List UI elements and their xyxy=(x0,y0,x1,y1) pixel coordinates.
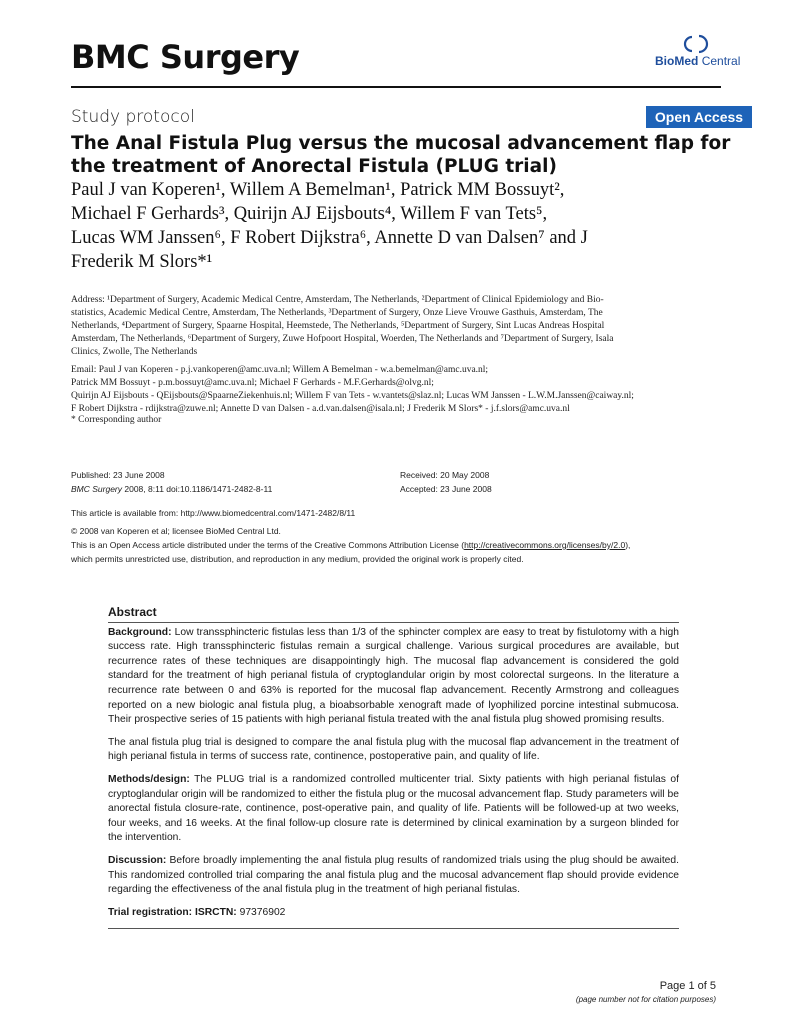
email-line: Email: Paul J van Koperen - p.j.vankoperen@amc.uva.nl; Willem A Bemelman - w.a.bemelman@amc.uva.nl; xyxy=(71,365,489,375)
affiliations xyxy=(71,294,721,359)
journal-title: BMC Surgery xyxy=(71,38,300,76)
license-text-end: ), xyxy=(625,540,631,550)
affiliation-line: statistics, Academic Medical Centre, Amsterdam, The Netherlands, ³Department of Surgery, Onze Lieve Vrouwe Gasthuis, Amsterdam, The xyxy=(71,308,603,318)
email-line: Patrick MM Bossuyt - p.m.bossuyt@amc.uva.nl; Michael F Gerhards - M.F.Gerhards@olvg.nl; xyxy=(71,378,434,388)
affiliation-line: Address: ¹Department of Surgery, Academic Medical Centre, Amsterdam, The Netherlands, ²Department of Clinical Epidemiology and Bio- xyxy=(71,295,604,305)
biomed-central-logo xyxy=(641,34,741,74)
affiliation-line: Clinics, Zwolle, The Netherlands xyxy=(71,347,198,357)
methods-text: The PLUG trial is a randomized controlled multicenter trial. Sixty patients with high perianal fistulas of cryptoglandular origin will be randomized to either the fistula plug or the mucosal advancement flap. Study parameters will be anorectal fistula closure-rate, continence, post-operative pain, and quality of life. Patients will be followed-up at two weeks, four weeks, and 16 weeks. At the final follow-up closure rate is determined by clinical examination by a surgeon blinded for the intervention. xyxy=(108,773,679,844)
author-line: Frederik M Slors*¹ xyxy=(71,252,213,272)
citation-journal: BMC Surgery xyxy=(71,484,123,494)
abstract-section xyxy=(108,605,679,932)
abstract-discussion xyxy=(108,854,679,898)
logo-bio: Bio xyxy=(655,54,675,68)
availability-line[interactable]: This article is available from: http://www.biomedcentral.com/1471-2482/8/11 xyxy=(71,508,356,518)
abstract-background xyxy=(108,626,679,728)
citation-details: 2008, 8:11 doi:10.1186/1471-2482-8-11 xyxy=(122,484,273,494)
abstract-registration xyxy=(108,906,679,921)
received-date: Received: 20 May 2008 xyxy=(400,470,490,480)
email-line: Quirijn AJ Eijsbouts - QEijsbouts@SpaarneZiekenhuis.nl; Willem F van Tets - w.vantets@slaz.nl; Lucas WM Janssen - L.W.M.Janssen@caiway.nl; xyxy=(71,391,634,401)
open-access-badge: Open Access xyxy=(646,106,752,128)
history-info xyxy=(400,468,492,496)
logo-med: Med xyxy=(674,54,699,68)
corresponding-author-note: * Corresponding author xyxy=(71,415,162,425)
copyright-line: © 2008 van Koperen et al; licensee BioMed Central Ltd. xyxy=(71,526,281,536)
logo-central: Central xyxy=(701,54,741,68)
methods-label: Methods/design: xyxy=(108,773,190,785)
study-type: Study protocol xyxy=(71,107,195,127)
background-label: Background: xyxy=(108,626,172,638)
header-rule xyxy=(71,86,721,88)
abstract-top-rule xyxy=(108,622,679,623)
author-line: Paul J van Koperen¹, Willem A Bemelman¹, Patrick MM Bossuyt², xyxy=(71,180,565,200)
background-text: Low transsphincteric fistulas less than 1/3 of the sphincter complex are easy to treat by fistulotomy with a high success rate. High transsphincteric fistulas remain a surgical challenge. Various surgical procedures are available, but recurrence rates of these techniques are disappointingly high. The mucosal flap advancement is considered the gold standard for the treatment of high perianal fistula of cryptoglandular origin by most colorectal surgeons. In the literature a recurrence rate between 0 and 63% is reported for the mucosal flap advancement. Recently Armstrong and colleagues reported on a new biologic anal fistula plug, a bioabsorbable xenograft made of lyophilized porcine intestinal submucosa. Their prospective series of 15 patients with high perianal fistula treated with the anal fistula plug showed promising results. xyxy=(108,626,679,726)
abstract-methods xyxy=(108,773,679,846)
biomed-logo-icon xyxy=(683,34,709,54)
license-line xyxy=(71,538,731,552)
registration-label: Trial registration: ISRCTN: xyxy=(108,906,237,918)
author-line: Lucas WM Janssen⁶, F Robert Dijkstra⁶, Annette D van Dalsen⁷ and J xyxy=(71,228,588,248)
affiliation-line: Amsterdam, The Netherlands, ⁶Department of Surgery, Zuwe Hofpoort Hospital, Woerden, The Netherlands and ⁷Department of Surgery, Isala xyxy=(71,334,614,344)
page-number: Page 1 of 5 xyxy=(659,980,716,992)
affiliation-line: Netherlands, ⁴Department of Surgery, Spaarne Hospital, Heemstede, The Netherlands, ⁵Department of Surgery, Sint Lucas Andreas Hospital xyxy=(71,321,605,331)
article-title: The Anal Fistula Plug versus the mucosal advancement flap for the treatment of Anorectal Fistula (PLUG trial) xyxy=(71,133,731,177)
license-line-2: which permits unrestricted use, distribution, and reproduction in any medium, provided the original work is properly cited. xyxy=(71,554,524,564)
license-text: This is an Open Access article distributed under the terms of the Creative Commons Attribution License ( xyxy=(71,540,465,550)
published-date: Published: 23 June 2008 xyxy=(71,470,165,480)
accepted-date: Accepted: 23 June 2008 xyxy=(400,484,492,494)
registration-text: 97376902 xyxy=(236,906,286,918)
publication-info xyxy=(71,468,272,496)
abstract-bottom-rule xyxy=(108,928,679,929)
author-list xyxy=(71,178,731,274)
page-number-note: (page number not for citation purposes) xyxy=(575,995,716,1004)
discussion-label: Discussion: xyxy=(108,854,167,866)
email-line: F Robert Dijkstra - rdijkstra@zuwe.nl; Annette D van Dalsen - a.d.van.dalsen@isala.nl; J Frederik M Slors* - j.f.slors@amc.uva.nl xyxy=(71,404,570,414)
logo-wordmark xyxy=(655,54,740,68)
citation xyxy=(71,482,272,496)
abstract-heading: Abstract xyxy=(108,605,157,619)
author-emails xyxy=(71,364,721,416)
license-link[interactable]: http://creativecommons.org/licenses/by/2.0 xyxy=(464,540,626,550)
abstract-paragraph-2: The anal fistula plug trial is designed to compare the anal fistula plug with the mucosal flap advancement in the treatment of high perianal fistula in terms of success rate, continence, postoperative pain, and quality of life. xyxy=(108,736,679,763)
discussion-text: Before broadly implementing the anal fistula plug results of randomized trials using the plug should be awaited. This randomized controlled trial comparing the anal fistula plug and the mucosal advancement flap should provide evidence regarding the effectiveness of the anal fistula plug in the treatment of high perianal fistulas. xyxy=(108,854,679,896)
author-line: Michael F Gerhards³, Quirijn AJ Eijsbouts⁴, Willem F van Tets⁵, xyxy=(71,204,548,224)
license-block xyxy=(71,506,731,566)
